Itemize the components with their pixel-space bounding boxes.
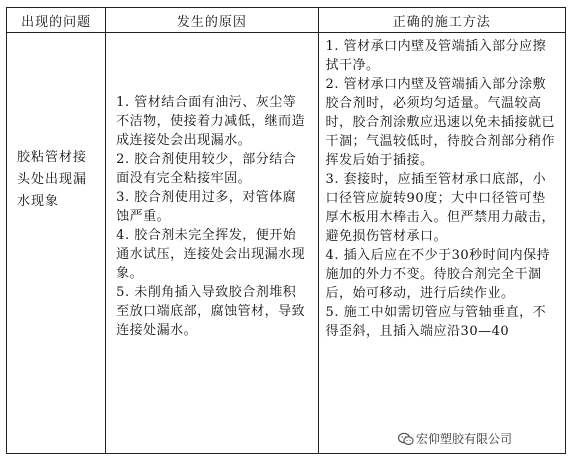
header-method: 正确的施工方法 — [318, 8, 565, 33]
cause-item-3: 3. 胶合剂使用过多，对管体腐蚀严重。 — [116, 190, 297, 224]
problem-text: 胶粘管材接头处出现漏水现象 — [17, 150, 88, 209]
cause-item-4: 4. 胶合剂未完全挥发，便开始通水试压，连接处会出现漏水现象。 — [116, 228, 306, 281]
cause-cell — [106, 33, 318, 454]
header-problem: 出现的问题 — [7, 8, 106, 33]
method-cell — [318, 33, 565, 454]
cause-item-2: 2. 胶合剂使用较少，部分结合面没有完全粘接牢固。 — [116, 152, 297, 186]
problem-cell — [7, 33, 106, 454]
cause-item-5: 5. 未削角插入导致胶合剂堆积至放口端底部，腐蚀管材，导致连接处漏水。 — [116, 285, 306, 338]
method-item-2: 2. 管材承口内壁及管端插入部分涂敷胶合剂时，必须均匀适量。气温较高时，胶合剂涂敷应迅速以免未插接就已干涸；气温较低时，待胶合剂部分稍作挥发后始于插接。 — [325, 77, 556, 168]
method-item-1: 1. 管材承口内壁及管端插入部分应擦拭干净。 — [325, 39, 547, 73]
method-item-5: 5. 施工中如需切管应与管轴垂直，不得歪斜，且插入端应沿30—40 — [325, 305, 547, 339]
method-item-4: 4. 插入后应在不少于30秒时间内保持施加的外力不变。待胶合剂完全干涸后，始可移动，进行后续作业。 — [325, 248, 551, 301]
header-cause: 发生的原因 — [106, 8, 318, 33]
cause-item-1: 1. 管材结合面有油污、灰尘等不洁物，使接着力减低，继而造成连接处会出现漏水。 — [116, 95, 306, 148]
header-row — [7, 8, 566, 33]
watermark-text: 宏仰塑胶有限公司 — [416, 432, 513, 446]
cause-list — [106, 33, 317, 340]
watermark — [398, 430, 512, 447]
table-row — [7, 33, 566, 454]
wechat-icon — [398, 432, 414, 446]
construction-issues-table — [6, 7, 566, 454]
method-item-3: 3. 套接时，应插至管材承口底部，小口径管应旋转90度；大中口径管可垫厚木板用木棒击入。但严禁用力敲击，避免损伤管材承口。 — [325, 172, 556, 244]
method-list — [319, 33, 565, 341]
